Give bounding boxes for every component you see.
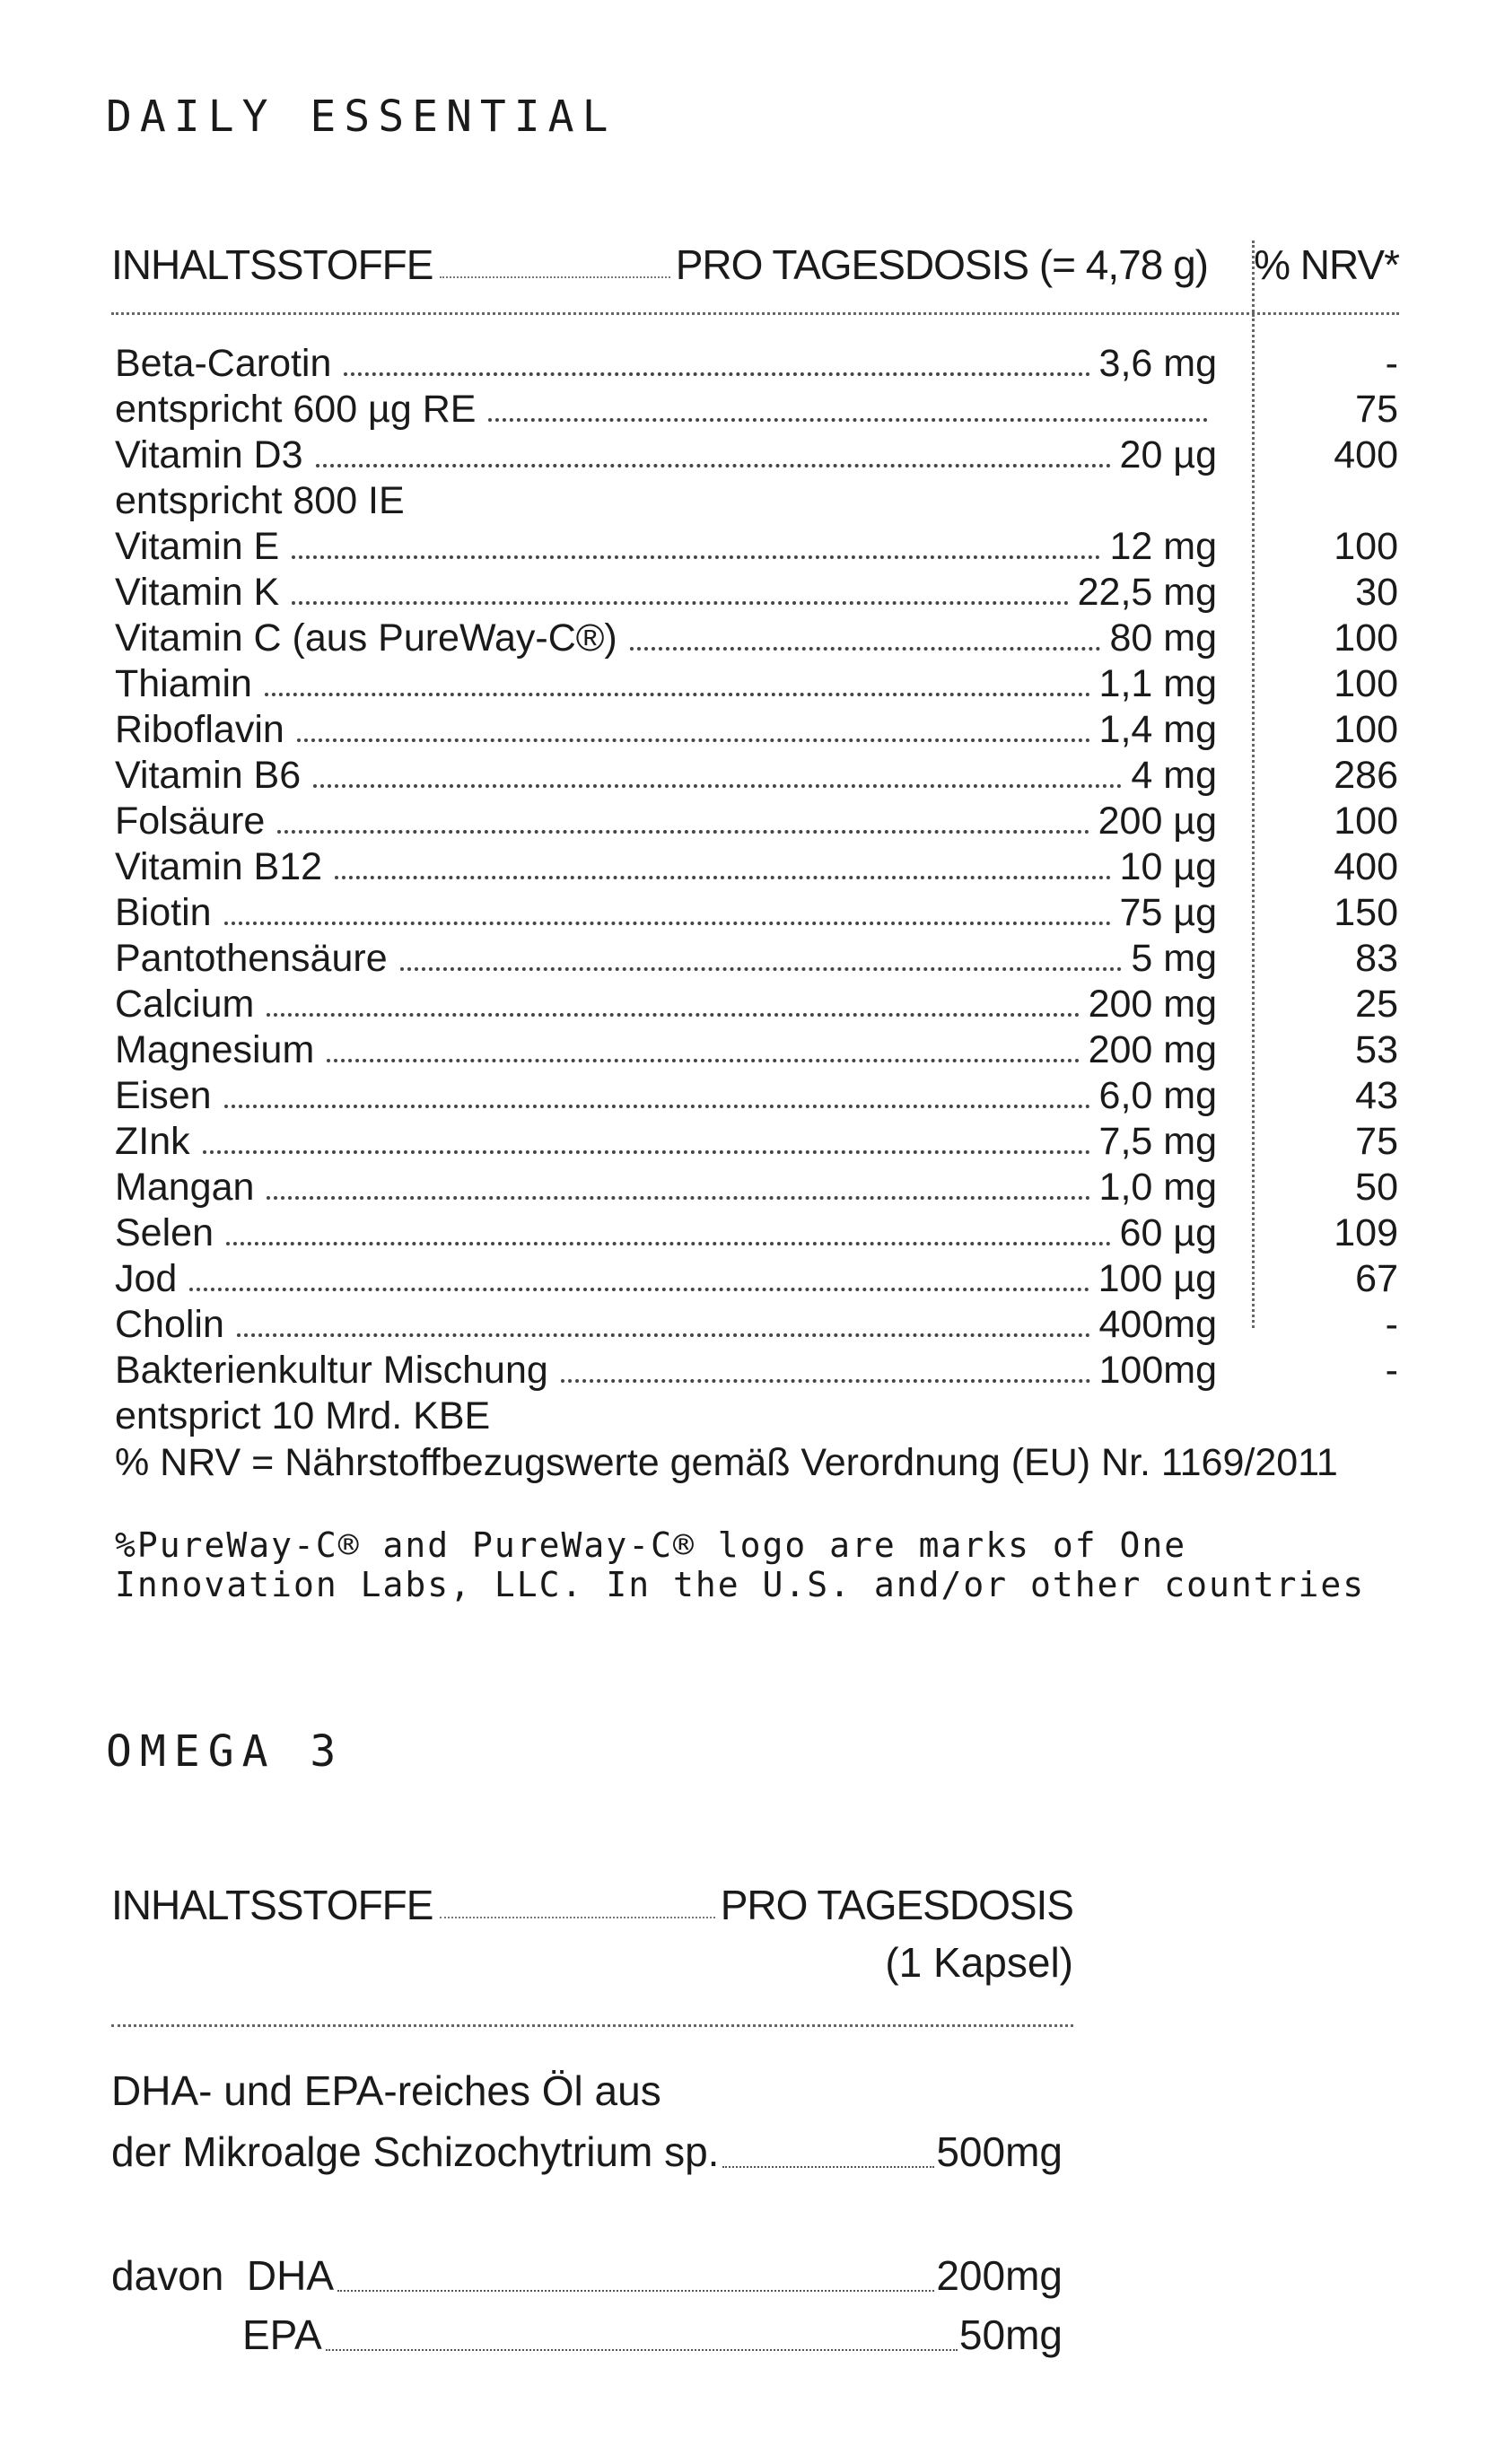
ingredient-nrv: 100 xyxy=(1334,799,1398,843)
ingredient-row xyxy=(115,341,1398,387)
omega3-oil-row xyxy=(111,2125,1063,2179)
ingredient-name: Calcium xyxy=(115,983,255,1026)
dot-leader xyxy=(226,1242,1111,1245)
dot-leader xyxy=(267,1196,1089,1200)
ingredient-row xyxy=(115,982,1398,1027)
dot-leader xyxy=(277,830,1089,834)
ingredient-row xyxy=(115,387,1398,433)
dot-leader xyxy=(630,647,1101,651)
omega3-dha-label: davon DHA xyxy=(111,2252,335,2299)
omega3-epa-row xyxy=(242,2308,1063,2362)
dot-leader xyxy=(224,1105,1090,1108)
ingredient-amount: 80 mg xyxy=(1109,616,1217,660)
ingredient-name: Mangan xyxy=(115,1166,255,1209)
ingredient-name: Vitamin B12 xyxy=(115,845,323,888)
ingredient-row xyxy=(115,524,1398,570)
dose-header: PRO TAGESDOSIS (= 4,78 g) xyxy=(675,241,1208,288)
ingredient-nrv: 50 xyxy=(1355,1166,1398,1209)
ingredient-amount: 1,1 mg xyxy=(1098,662,1217,705)
ingredient-nrv: 25 xyxy=(1355,983,1398,1026)
ingredient-nrv: 100 xyxy=(1334,616,1398,660)
ingredient-name: Eisen xyxy=(115,1074,212,1117)
ingredient-nrv: 75 xyxy=(1355,388,1398,431)
dot-leader xyxy=(237,1333,1090,1337)
ingredient-nrv: 67 xyxy=(1355,1257,1398,1300)
trademark-notice xyxy=(115,1525,1365,1604)
omega3-dose-header: PRO TAGESDOSIS xyxy=(720,1882,1073,1928)
ingredient-row xyxy=(115,799,1398,844)
dot-leader xyxy=(297,738,1090,742)
ingredient-name: Selen xyxy=(115,1211,214,1254)
ingredient-row xyxy=(115,616,1398,661)
ingredient-amount: 4 mg xyxy=(1131,754,1217,797)
ingredient-row xyxy=(115,1027,1398,1073)
dot-leader xyxy=(313,784,1122,788)
dot-leader xyxy=(344,372,1089,376)
dot-leader xyxy=(203,1150,1090,1154)
ingredient-amount: 100 µg xyxy=(1098,1257,1217,1300)
ingredient-nrv: 83 xyxy=(1355,937,1398,980)
ingredient-amount: 200 mg xyxy=(1088,983,1217,1026)
dot-leader xyxy=(488,418,1208,422)
ingredient-row xyxy=(115,1256,1398,1302)
ingredient-nrv: - xyxy=(1385,342,1398,385)
ingredient-name: entsprict 10 Mrd. KBE xyxy=(115,1394,491,1437)
ingredient-row xyxy=(115,936,1398,982)
ingredient-name: Vitamin K xyxy=(115,571,280,614)
ingredient-row xyxy=(115,1394,1398,1439)
dot-leader xyxy=(400,967,1123,971)
ingredient-row xyxy=(115,753,1398,799)
omega3-epa-label: EPA xyxy=(242,2311,322,2358)
ingredient-name: Vitamin D3 xyxy=(115,433,303,476)
ingredient-amount: 3,6 mg xyxy=(1098,342,1217,385)
ingredient-amount: 22,5 mg xyxy=(1077,571,1217,614)
omega3-oil-amount: 500mg xyxy=(936,2128,1063,2175)
trademark-line-2: Innovation Labs, LLC. In the U.S. and/or other countries xyxy=(115,1565,1366,1604)
omega3-oil-label-2: der Mikroalge Schizochytrium sp. xyxy=(111,2128,720,2175)
ingredient-nrv: 109 xyxy=(1334,1211,1398,1254)
ingredient-amount: 60 µg xyxy=(1119,1211,1217,1254)
ingredient-name: Beta-Carotin xyxy=(115,342,332,385)
ingredient-nrv: 100 xyxy=(1334,525,1398,568)
ingredient-nrv: 53 xyxy=(1355,1028,1398,1071)
omega3-dha-row xyxy=(111,2249,1063,2302)
ingredient-row xyxy=(115,707,1398,753)
omega3-title: OMEGA 3 xyxy=(106,1726,345,1777)
ingredient-row xyxy=(115,1165,1398,1210)
nrv-header: % NRV* xyxy=(1254,241,1399,288)
dot-leader xyxy=(292,555,1100,559)
dot-leader xyxy=(335,876,1110,879)
ingredient-row xyxy=(115,1348,1398,1394)
dot-leader xyxy=(722,2166,934,2168)
ingredient-amount: 6,0 mg xyxy=(1098,1074,1217,1117)
ingredient-nrv: 30 xyxy=(1355,571,1398,614)
ingredient-nrv: 75 xyxy=(1355,1120,1398,1163)
ingredient-name: entspricht 800 IE xyxy=(115,479,405,522)
daily-essential-header xyxy=(111,235,1399,289)
ingredient-nrv: - xyxy=(1385,1349,1398,1392)
dot-leader xyxy=(265,693,1090,696)
omega3-dha-amount: 200mg xyxy=(936,2252,1063,2299)
ingredient-name: Thiamin xyxy=(115,662,252,705)
ingredient-name: Cholin xyxy=(115,1303,224,1346)
ingredient-amount: 200 mg xyxy=(1088,1028,1217,1071)
ingredient-nrv: 400 xyxy=(1334,845,1398,888)
omega3-dose-subheader: (1 Kapsel) xyxy=(885,1939,1073,1986)
ingredient-row xyxy=(115,1073,1398,1119)
omega3-epa-amount: 50mg xyxy=(958,2311,1063,2358)
ingredient-list xyxy=(115,341,1398,1439)
ingredient-row xyxy=(115,1210,1398,1256)
ingredient-name: Bakterienkultur Mischung xyxy=(115,1349,548,1392)
ingredient-name: Vitamin B6 xyxy=(115,754,302,797)
omega3-header-dot-leader xyxy=(440,1917,714,1918)
ingredient-amount: 400mg xyxy=(1098,1303,1217,1346)
ingredient-name: Magnesium xyxy=(115,1028,315,1071)
omega3-header xyxy=(111,1875,1073,1929)
ingredient-nrv: 286 xyxy=(1334,754,1398,797)
ingredient-name: Riboflavin xyxy=(115,708,284,751)
ingredient-row xyxy=(115,844,1398,890)
dot-leader xyxy=(224,922,1111,925)
omega3-header-separator xyxy=(111,2024,1073,2027)
ingredient-amount: 100mg xyxy=(1098,1349,1217,1392)
dot-leader xyxy=(561,1379,1090,1383)
ingredient-nrv: 100 xyxy=(1334,662,1398,705)
ingredient-name: entspricht 600 µg RE xyxy=(115,388,477,431)
ingredient-amount: 12 mg xyxy=(1109,525,1217,568)
omega3-oil-line xyxy=(111,2064,1063,2118)
ingredient-amount: 200 µg xyxy=(1098,799,1217,843)
header-separator xyxy=(111,312,1399,315)
header-dot-leader xyxy=(440,276,669,278)
ingredient-name: Biotin xyxy=(115,891,212,934)
ingredient-amount: 5 mg xyxy=(1131,937,1217,980)
ingredient-amount: 75 µg xyxy=(1119,891,1217,934)
ingredient-row xyxy=(115,478,1398,524)
ingredient-nrv: - xyxy=(1385,1303,1398,1346)
ingredient-nrv: 43 xyxy=(1355,1074,1398,1117)
ingredient-amount: 7,5 mg xyxy=(1098,1120,1217,1163)
ingredient-amount: 10 µg xyxy=(1119,845,1217,888)
ingredient-name: ZInk xyxy=(115,1120,190,1163)
dot-leader xyxy=(189,1288,1089,1291)
ingredients-header: INHALTSSTOFFE xyxy=(111,241,433,288)
ingredient-name: Pantothensäure xyxy=(115,937,388,980)
ingredient-nrv: 100 xyxy=(1334,708,1398,751)
daily-essential-title: DAILY ESSENTIAL xyxy=(106,92,617,142)
ingredient-name: Folsäure xyxy=(115,799,266,843)
ingredient-amount: 1,0 mg xyxy=(1098,1166,1217,1209)
dot-leader xyxy=(292,601,1068,605)
ingredient-nrv: 400 xyxy=(1334,433,1398,476)
ingredient-row xyxy=(115,433,1398,478)
ingredient-row xyxy=(115,570,1398,616)
ingredient-name: Vitamin C (aus PureWay-C®) xyxy=(115,616,617,660)
ingredient-name: Jod xyxy=(115,1257,178,1300)
dot-leader xyxy=(267,1013,1079,1017)
ingredient-amount: 20 µg xyxy=(1119,433,1217,476)
omega3-oil-label: DHA- und EPA-reiches Öl aus xyxy=(111,2067,661,2114)
ingredient-row xyxy=(115,1119,1398,1165)
column-separator xyxy=(1252,240,1255,312)
nrv-footnote: % NRV = Nährstoffbezugswerte gemäß Verordnung (EU) Nr. 1169/2011 xyxy=(115,1441,1338,1484)
dot-leader xyxy=(327,1059,1079,1062)
ingredient-row xyxy=(115,1302,1398,1348)
ingredient-name: Vitamin E xyxy=(115,525,280,568)
dot-leader xyxy=(326,2349,958,2351)
ingredient-nrv: 150 xyxy=(1334,891,1398,934)
omega3-ingredients-header: INHALTSSTOFFE xyxy=(111,1882,433,1928)
ingredient-row xyxy=(115,890,1398,936)
ingredient-amount: 1,4 mg xyxy=(1098,708,1217,751)
ingredient-row xyxy=(115,661,1398,707)
dot-leader xyxy=(316,464,1111,467)
dot-leader xyxy=(337,2290,934,2292)
trademark-line-1: %PureWay-C® and PureWay-C® logo are marks of One xyxy=(115,1525,1187,1565)
